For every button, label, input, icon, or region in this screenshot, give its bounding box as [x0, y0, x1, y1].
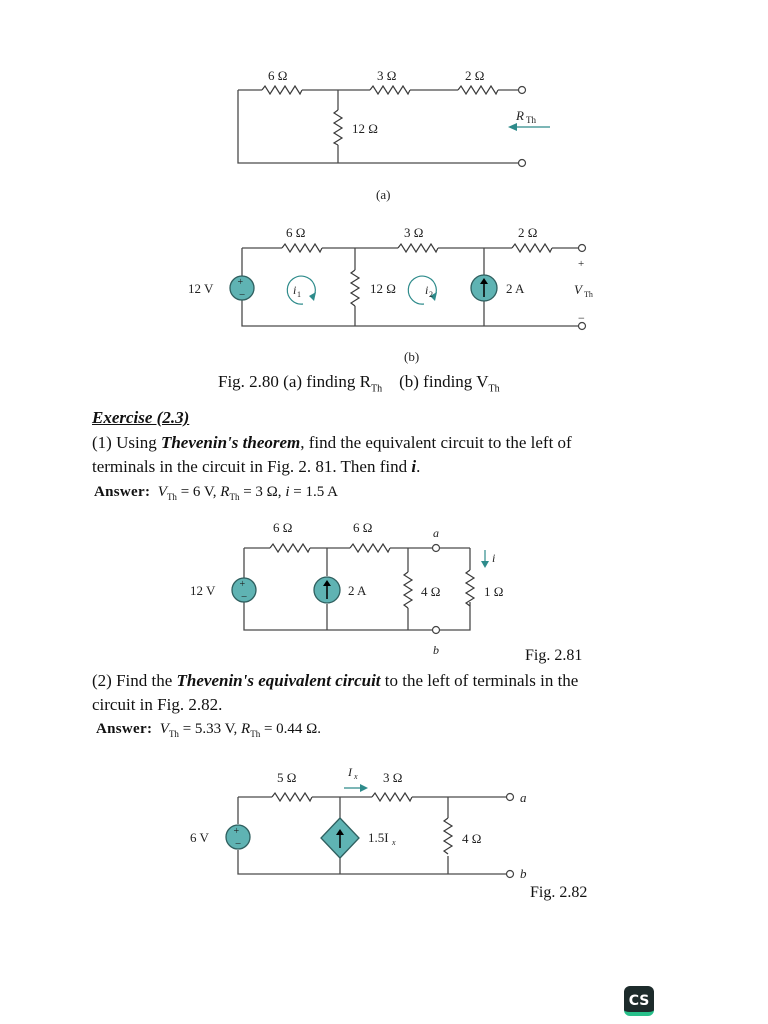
rth-label: R: [516, 108, 524, 123]
svg-text:2 A: 2 A: [506, 281, 525, 296]
svg-text:5 Ω: 5 Ω: [277, 770, 297, 785]
figure-2-80b-circuit: [0, 200, 768, 370]
svg-text:12 V: 12 V: [190, 583, 216, 598]
svg-text:4 Ω: 4 Ω: [421, 584, 441, 599]
svg-text:2 Ω: 2 Ω: [518, 225, 538, 240]
svg-text:a: a: [520, 790, 527, 805]
svg-text:12 Ω: 12 Ω: [370, 281, 396, 296]
figure-2-80-caption: Fig. 2.80 (a) finding $R_{Th}$ (b) finding $V_{Th}$: [218, 372, 500, 395]
svg-text:V: V: [574, 282, 582, 297]
svg-text:−: −: [239, 289, 246, 301]
answer-1: Answer: $V_{Th} = 6$ V, $R_{Th} = 3$ Ω, i = 1.5 A: [94, 484, 338, 502]
question-1-line-1: (1) Using Thevenin's theorem, find the equivalent circuit to the left of: [92, 433, 572, 452]
r4-label: 12 Ω: [352, 121, 378, 136]
svg-text:4 Ω: 4 Ω: [462, 831, 482, 846]
svg-text:6 V: 6 V: [190, 830, 209, 845]
figure-a-label: (a): [376, 187, 391, 202]
r3-label: 2 Ω: [465, 68, 485, 83]
figure-2-80a-circuit: [0, 0, 768, 200]
resistor-12ohm: [334, 110, 342, 145]
resistor-2ohm: [458, 86, 498, 94]
svg-text:12 V: 12 V: [188, 281, 214, 296]
figure-2-82-caption: Fig. 2.82: [530, 884, 588, 901]
r2-label: 3 Ω: [377, 68, 397, 83]
figure-2-81-caption: Fig. 2.81: [525, 647, 583, 664]
question-2-line-1: (2) Find the Thevenin's equivalent circuit to the left of terminals in the: [92, 671, 579, 690]
svg-text:I: I: [348, 765, 352, 779]
exercise-title: Exercise (2.3): [92, 408, 190, 427]
terminal: [519, 87, 526, 94]
svg-text:Th: Th: [584, 290, 593, 299]
svg-text:2: 2: [429, 290, 433, 299]
rth-sub: Th: [526, 115, 536, 125]
svg-text:6 Ω: 6 Ω: [273, 520, 293, 535]
svg-text:+: +: [233, 826, 240, 837]
svg-text:3 Ω: 3 Ω: [383, 770, 403, 785]
svg-text:+: +: [239, 579, 246, 590]
svg-text:i: i: [492, 551, 496, 565]
svg-text:i: i: [293, 283, 297, 297]
svg-text:6 Ω: 6 Ω: [286, 225, 306, 240]
answer-2: Answer: $V_{Th} = 5.33$ V, $R_{Th} = 0.44$ Ω.: [96, 721, 322, 739]
mesh-current-i1-icon: [287, 276, 315, 304]
svg-text:a: a: [433, 526, 439, 540]
svg-text:−: −: [578, 311, 585, 325]
svg-text:b: b: [433, 643, 439, 657]
figure-2-82-circuit: [0, 760, 768, 910]
resistor-3ohm: [370, 86, 410, 94]
svg-text:−: −: [235, 838, 242, 850]
r1-label: 6 Ω: [268, 68, 288, 83]
figure-2-81-circuit: [0, 510, 768, 660]
svg-text:x: x: [392, 838, 396, 847]
svg-text:(b): (b): [404, 349, 420, 364]
question-2-line-2: circuit in Fig. 2.82.: [92, 695, 223, 714]
svg-text:+: +: [237, 277, 244, 288]
svg-text:1.5I: 1.5I: [368, 830, 389, 845]
svg-text:+: +: [578, 258, 585, 270]
svg-text:2 A: 2 A: [348, 583, 367, 598]
svg-text:b: b: [520, 866, 527, 881]
svg-text:i: i: [425, 283, 429, 297]
svg-text:x: x: [354, 772, 358, 781]
svg-text:−: −: [241, 591, 248, 603]
question-1-line-2: terminals in the circuit in Fig. 2. 81. Then find i.: [92, 457, 421, 476]
svg-text:1 Ω: 1 Ω: [484, 584, 504, 599]
svg-text:3 Ω: 3 Ω: [404, 225, 424, 240]
camscanner-logo: CS: [624, 986, 654, 1016]
svg-text:6 Ω: 6 Ω: [353, 520, 373, 535]
svg-text:1: 1: [297, 290, 301, 299]
resistor-6ohm: [262, 86, 302, 94]
terminal: [519, 160, 526, 167]
